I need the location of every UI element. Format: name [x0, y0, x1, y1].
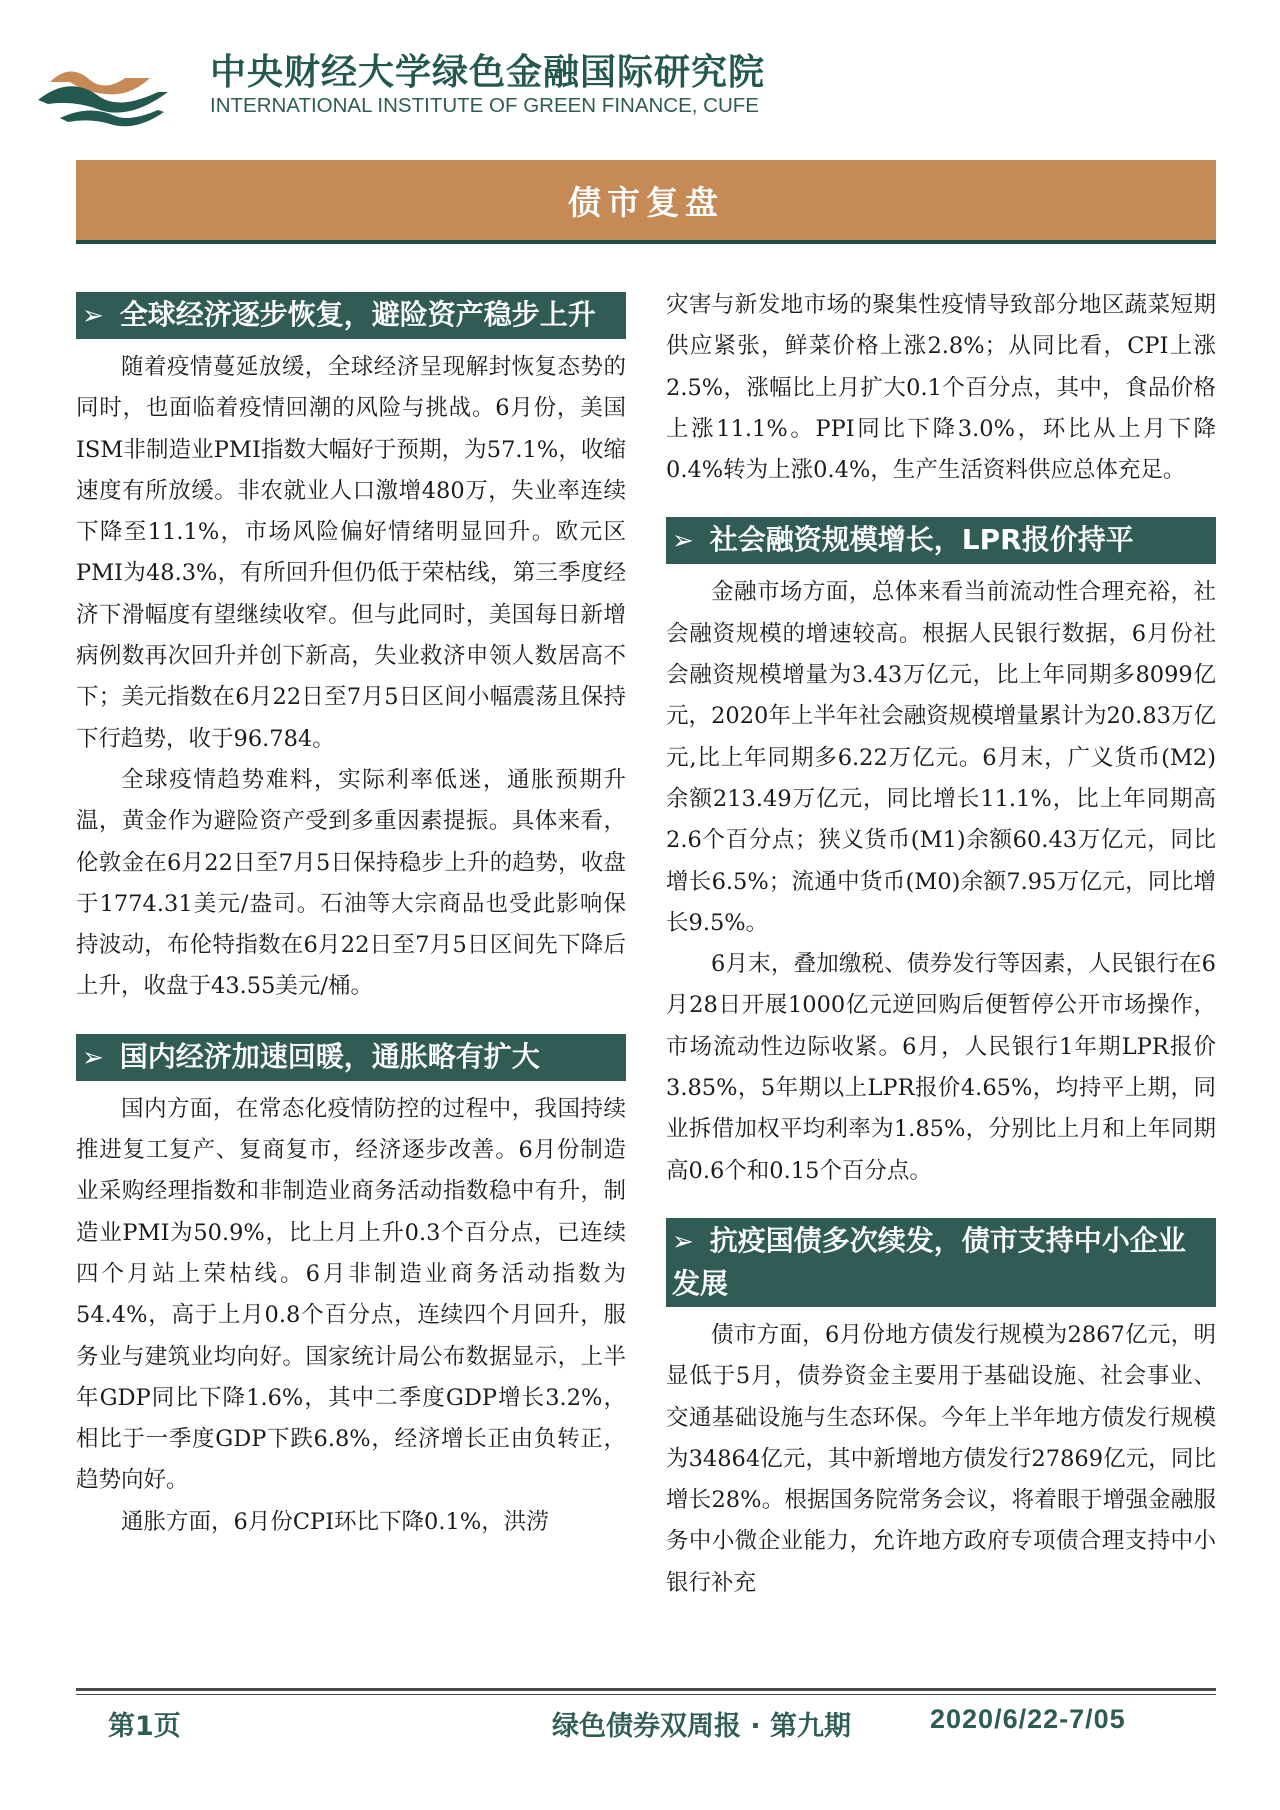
arrow-bullet-icon: ➢: [672, 526, 694, 557]
paragraph: 随着疫情蔓延放缓，全球经济呈现解封恢复态势的同时，也面临着疫情回潮的风险与挑战。6月份，美国ISM非制造业PMI指数大幅好于预期，为57.1%，收缩速度有所放缓。非农就业人口激增480万，失业率连续下降至11.1%，市场风险偏好情绪明显回升。欧元区PMI为48.3%，有所回升但仍低于荣枯线，第三季度经济下滑幅度有望继续收窄。但与此同时，美国每日新增病例数再次回升并创下新高，失业救济申领人数居高不下；美元指数在6月22日至7月5日区间小幅震荡且保持下行趋势，收于96.784。: [76, 354, 626, 752]
page-title: 债市复盘: [568, 182, 724, 222]
arrow-bullet-icon: ➢: [82, 301, 104, 331]
footer-divider: [76, 1688, 1216, 1691]
paragraph: 债市方面，6月份地方债发行规模为2867亿元，明显低于5月，债券资金主要用于基础设施、社会事业、交通基础设施与生态环保。今年上半年地方债发行规模为34864亿元，其中新增地方债发行27869亿元，同比增长28%。根据国务院常务会议，将着眼于增强金融服务中小微企业能力，允许地方政府专项债合理支持中小银行补充: [666, 1321, 1216, 1596]
paragraph: 全球疫情趋势难料，实际利率低迷，通胀预期升温，黄金作为避险资产受到多重因素提振。具体来看，伦敦金在6月22日至7月5日保持稳步上升的趋势，收盘于1774.31美元/盎司。石油等大宗商品也受此影响保持波动，布伦特指数在6月22日至7月5日区间先下降后上升，收盘于43.55美元/桶。: [76, 766, 626, 1000]
paragraph: 金融市场方面，总体来看当前流动性合理充裕，社会融资规模的增速较高。根据人民银行数据，6月份社会融资规模增量为3.43万亿元，比上年同期多8099亿元，2020年上半年社会融资规模增量累计为20.83万亿元,比上年同期多6.22万亿元。6月末，广义货币(M2)余额213.49万亿元，同比增长11.1%，比上年同期高2.6个百分点；狭义货币(M1)余额60.43万亿元，同比增长6.5%；流通中货币(M0)余额7.95万亿元，同比增长9.5%。: [666, 579, 1216, 936]
paragraph-continued: 灾害与新发地市场的聚集性疫情导致部分地区蔬菜短期供应紧张，鲜菜价格上涨2.8%；从同比看，CPI上涨2.5%，涨幅比上月扩大0.1个百分点，其中，食品价格上涨11.1%。PPI同比下降3.0%，环比从上月下降0.4%转为上涨0.4%，生产生活资料供应总体充足。: [666, 292, 1216, 484]
section-heading-social-financing: ➢ 社会融资规模增长，LPR报价持平: [666, 517, 1216, 564]
paragraph: 通胀方面，6月份CPI环比下降0.1%，洪涝: [121, 1508, 549, 1535]
title-bar: [76, 160, 1216, 244]
right-column: [666, 285, 1216, 1604]
header: [30, 38, 790, 128]
left-column: [76, 286, 626, 1543]
arrow-bullet-icon: ➢: [672, 1226, 694, 1257]
footer-publication: 绿色债券双周报 · 第九期: [552, 1711, 852, 1742]
footer-date: 2020/6/22-7/05: [930, 1704, 1126, 1734]
institute-logo-icon: [30, 42, 180, 132]
paragraph: 国内方面，在常态化疫情防控的过程中，我国持续推进复工复产、复商复市，经济逐步改善。6月份制造业采购经理指数和非制造业商务活动指数稳中有升，制造业PMI为50.9%，比上月上升0.3个百分点，已连续四个月站上荣枯线。6月非制造业商务活动指数为54.4%，高于上月0.8个百分点，连续四个月回升，服务业与建筑业均向好。国家统计局公布数据显示，上半年GDP同比下降1.6%，其中二季度GDP增长3.2%，相比于一季度GDP下跌6.8%，经济增长正由负转正，趋势向好。: [76, 1095, 626, 1494]
arrow-bullet-icon: ➢: [82, 1042, 104, 1073]
section-heading-global-economy: ➢ 全球经济逐步恢复，避险资产稳步上升: [76, 292, 626, 339]
footer-page-number: 第1页: [108, 1711, 181, 1742]
section-heading-bond-market: ➢ 抗疫国债多次续发，债市支持中小企业发展: [666, 1218, 1216, 1307]
org-name-cn: 中央财经大学绿色金融国际研究院: [210, 52, 766, 93]
org-name-en: INTERNATIONAL INSTITUTE OF GREEN FINANCE, CUFE: [210, 94, 759, 117]
paragraph: 6月末，叠加缴税、债券发行等因素，人民银行在6月28日开展1000亿元逆回购后便暂停公开市场操作，市场流动性边际收紧。6月，人民银行1年期LPR报价3.85%，5年期以上LPR报价4.65%，均持平上期，同业拆借加权平均利率为1.85%，分别比上月和上年同期高0.6个和0.15个百分点。: [666, 951, 1216, 1184]
footer-divider: [76, 1694, 1216, 1695]
section-heading-domestic-economy: ➢ 国内经济加速回暖，通胀略有扩大: [76, 1034, 626, 1081]
